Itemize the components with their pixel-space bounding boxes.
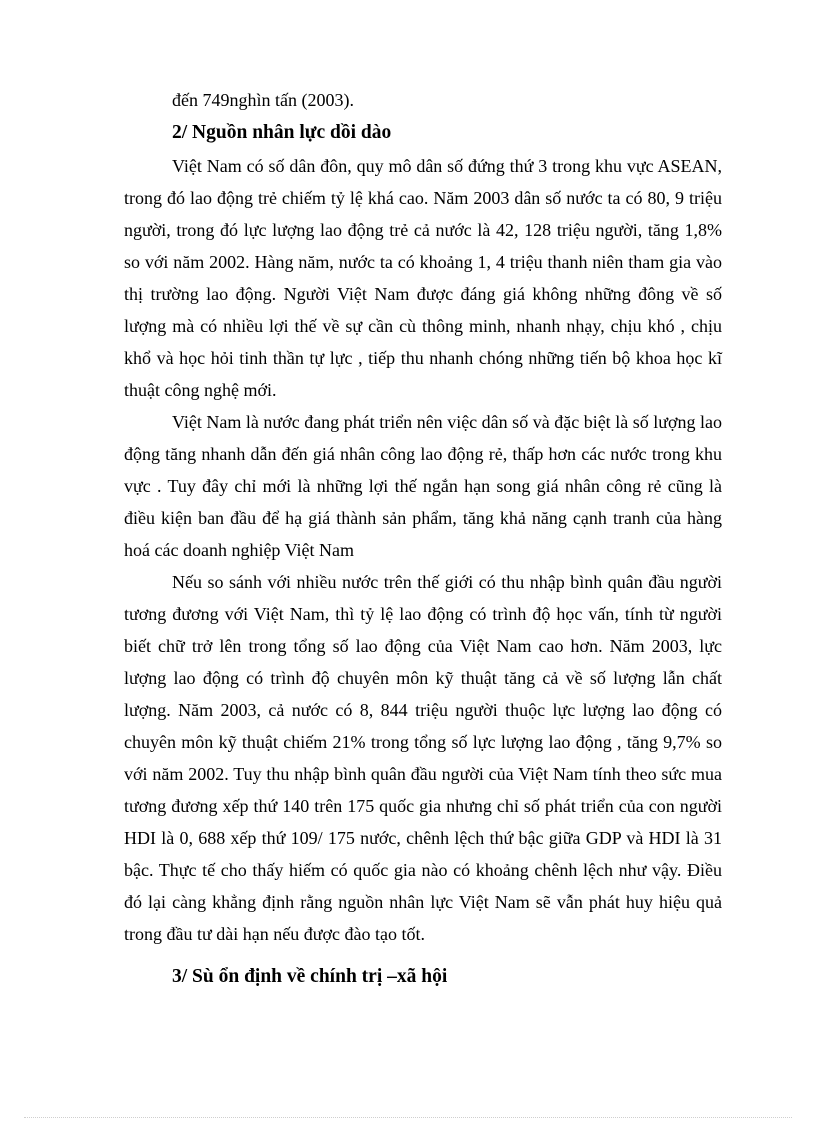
paragraph-1: Việt Nam có số dân đôn, quy mô dân số đứng thứ 3 trong khu vực ASEAN, trong đó lao động trẻ chiếm tỷ lệ khá cao. Năm 2003 dân số nước ta có 80, 9 triệu người, trong đó lực lượng lao động trẻ cả nước là 42, 128 triệu người, tăng 1,8% so với năm 2002. Hàng năm, nước ta có khoảng 1, 4 triệu thanh niên tham gia vào thị trường lao động. Người Việt Nam được đáng giá không những đông về số lượng mà có nhiều lợi thế về sự cần cù thông minh, nhanh nhạy, chịu khó , chịu khổ và học hỏi tinh thần tự lực , tiếp thu nhanh chóng những tiến bộ khoa học kĩ thuật công nghệ mới.	[124, 156, 722, 400]
document-page	[124, 84, 722, 994]
page-bottom-rule	[24, 1117, 792, 1118]
paragraph-3: Nếu so sánh với nhiều nước trên thế giới có thu nhập bình quân đầu người tương đương với Việt Nam, thì tỷ lệ lao động có trình độ học vấn, tính từ người biết chữ trở lên trong tổng số lao động của Việt Nam cao hơn. Năm 2003, lực lượng lao động có trình độ chuyên môn kỹ thuật tăng cả về số lượng lẫn chất lượng. Năm 2003, cả nước có 8, 844 triệu người thuộc lực lượng lao động có chuyên môn kỹ thuật chiếm 21% trong tổng số lực lượng lao động , tăng 9,7% so với năm 2002. Tuy thu nhập bình quân đầu người của Việt Nam tính theo sức mua tương đương xếp thứ 140 trên 175 quốc gia nhưng chỉ số phát triển của con người HDI là 0, 688 xếp thứ 109/ 175 nước, chênh lệch thứ bậc giữa GDP và HDI là 31 bậc. Thực tế cho thấy hiếm có quốc gia nào có khoảng chênh lệch như vậy. Điều đó lại càng khẳng định rằng nguồn nhân lực Việt Nam sẽ vẫn phát huy hiệu quả trong đầu tư dài hạn nếu được đào tạo tốt.	[124, 572, 722, 944]
section-heading-3: 3/ Sù ổn định về chính trị –xã hội	[172, 966, 448, 987]
paragraph-2: Việt Nam là nước đang phát triển nên việc dân số và đặc biệt là số lượng lao động tăng nhanh dẫn đến giá nhân công lao động rẻ, thấp hơn các nước trong khu vực . Tuy đây chỉ mới là những lợi thế ngắn hạn song giá nhân công rẻ cũng là điều kiện ban đầu để hạ giá thành sản phẩm, tăng khả năng cạnh tranh của hàng hoá các doanh nghiệp Việt Nam	[124, 412, 722, 560]
continuation-line: đến 749nghìn tấn (2003).	[172, 90, 354, 110]
section-heading-2: 2/ Nguồn nhân lực dồi dào	[172, 122, 392, 143]
